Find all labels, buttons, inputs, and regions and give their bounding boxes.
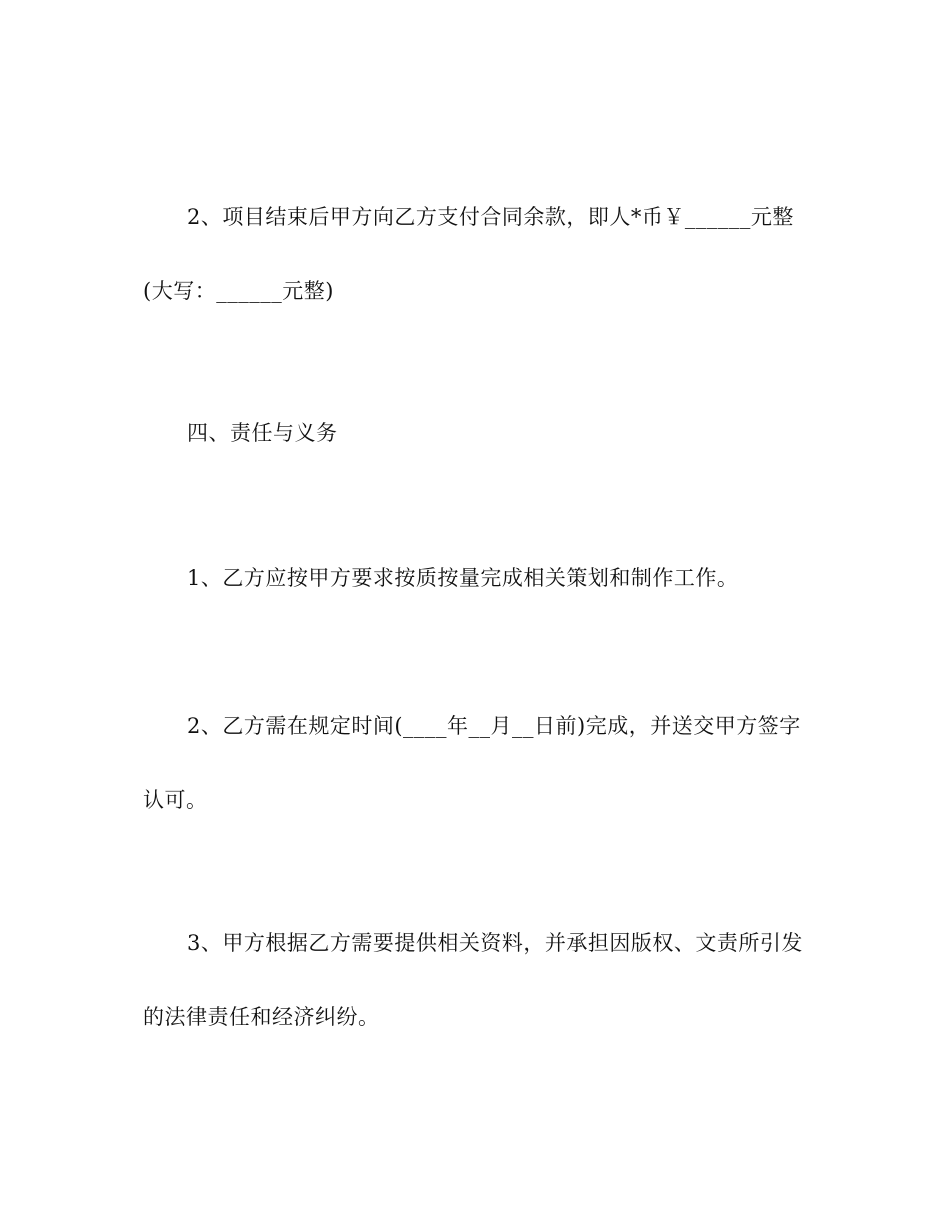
clause-2-line-2: 认可。 — [143, 788, 208, 812]
clause-3-line-1: 3、甲方根据乙方需要提供相关资料，并承担因版权、文责所引发 — [187, 931, 803, 955]
clause-1-line-1: 1、乙方应按甲方要求按质按量完成相关策划和制作工作。 — [187, 566, 739, 590]
clause-2-line-1: 2、乙方需在规定时间(____年__月__日前)完成，并送交甲方签字 — [187, 714, 801, 738]
clause-3-line-2: 的法律责任和经济纠纷。 — [143, 1005, 380, 1029]
payment-clause-line-1: 2、项目结束后甲方向乙方支付合同余款，即人*币￥______元整 — [187, 205, 794, 229]
payment-clause-line-2: (大写：______元整) — [143, 279, 334, 303]
section-heading-responsibilities: 四、责任与义务 — [187, 421, 338, 445]
